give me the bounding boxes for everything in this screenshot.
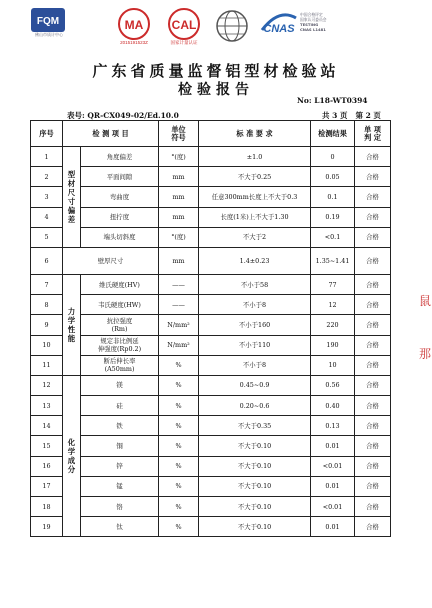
table-row bbox=[31, 295, 391, 315]
row-judgement: 合格 bbox=[355, 274, 391, 294]
row-unit: —— bbox=[159, 274, 199, 294]
row-item: 锰 bbox=[81, 476, 159, 496]
table-row bbox=[31, 167, 391, 187]
row-unit: mm bbox=[159, 207, 199, 227]
row-judgement: 合格 bbox=[355, 227, 391, 247]
row-judgement: 合格 bbox=[355, 335, 391, 355]
svg-text:FQM: FQM bbox=[36, 16, 60, 27]
row-unit: % bbox=[159, 436, 199, 456]
row-requirement: 不大于2 bbox=[199, 227, 311, 247]
row-item: 铁 bbox=[81, 416, 159, 436]
row-result: 0.56 bbox=[311, 375, 355, 395]
row-requirement: 不小于160 bbox=[199, 315, 311, 335]
row-requirement: 不大于0.25 bbox=[199, 167, 311, 187]
row-unit: °(度) bbox=[159, 227, 199, 247]
table-row bbox=[31, 497, 391, 517]
row-result: 0.1 bbox=[311, 187, 355, 207]
table-row bbox=[31, 147, 391, 167]
row-item: 硅 bbox=[81, 396, 159, 416]
svg-text:2015191523Z: 2015191523Z bbox=[120, 40, 148, 45]
row-seq: 2 bbox=[31, 167, 63, 187]
row-judgement: 合格 bbox=[355, 167, 391, 187]
inspection-table bbox=[30, 120, 391, 537]
row-result: 0.01 bbox=[311, 517, 355, 537]
row-item: 韦氏硬度(HW) bbox=[81, 295, 159, 315]
row-unit: °(度) bbox=[159, 147, 199, 167]
row-seq: 3 bbox=[31, 187, 63, 207]
row-seq: 10 bbox=[31, 335, 63, 355]
svg-text:CAL: CAL bbox=[171, 18, 197, 32]
row-requirement: 0.45~0.9 bbox=[199, 375, 311, 395]
header-req: 标 准 要 求 bbox=[199, 121, 311, 147]
row-seq: 18 bbox=[31, 497, 63, 517]
row-result: <0.1 bbox=[311, 227, 355, 247]
table-row bbox=[31, 187, 391, 207]
row-item: 角度偏差 bbox=[81, 147, 159, 167]
row-requirement: 任意300mm长度上不大于0.3 bbox=[199, 187, 311, 207]
cma-seal-icon bbox=[114, 6, 154, 46]
row-requirement: 0.20~0.6 bbox=[199, 396, 311, 416]
row-result: <0.01 bbox=[311, 456, 355, 476]
row-result: 1.35~1.41 bbox=[311, 247, 355, 274]
row-item: 锌 bbox=[81, 456, 159, 476]
row-result: 0.01 bbox=[311, 476, 355, 496]
table-row bbox=[31, 476, 391, 496]
svg-text:MA: MA bbox=[124, 18, 144, 32]
row-seq: 15 bbox=[31, 436, 63, 456]
row-result: 0.01 bbox=[311, 436, 355, 456]
row-requirement: 不大于0.10 bbox=[199, 517, 311, 537]
row-unit: % bbox=[159, 396, 199, 416]
row-seq: 1 bbox=[31, 147, 63, 167]
group-label-chemical: 化 学 成 分 bbox=[63, 375, 81, 537]
row-seq: 8 bbox=[31, 295, 63, 315]
row-result: 0.05 bbox=[311, 167, 355, 187]
row-seq: 5 bbox=[31, 227, 63, 247]
report-title: 广东省质量监督铝型材检验站 bbox=[92, 62, 340, 80]
header-judge: 单 项 判 定 bbox=[355, 121, 391, 147]
row-unit: mm bbox=[159, 167, 199, 187]
row-requirement: 1.4±0.23 bbox=[199, 247, 311, 274]
row-judgement: 合格 bbox=[355, 476, 391, 496]
row-unit: N/mm² bbox=[159, 335, 199, 355]
row-requirement: 不大于0.10 bbox=[199, 497, 311, 517]
row-result: 0.40 bbox=[311, 396, 355, 416]
row-unit: % bbox=[159, 375, 199, 395]
row-item: 断后伸长率 (A50mm) bbox=[81, 355, 159, 375]
row-judgement: 合格 bbox=[355, 247, 391, 274]
svg-text:CNAS: CNAS bbox=[263, 23, 295, 35]
row-requirement: 不大于0.35 bbox=[199, 416, 311, 436]
row-judgement: 合格 bbox=[355, 315, 391, 335]
table-row bbox=[31, 396, 391, 416]
row-seq: 9 bbox=[31, 315, 63, 335]
fqm-logo bbox=[30, 7, 66, 35]
row-seq: 16 bbox=[31, 456, 63, 476]
row-result: 0.13 bbox=[311, 416, 355, 436]
row-judgement: 合格 bbox=[355, 396, 391, 416]
table-row bbox=[31, 436, 391, 456]
row-unit: % bbox=[159, 416, 199, 436]
row-requirement: 不小于110 bbox=[199, 335, 311, 355]
row-judgement: 合格 bbox=[355, 497, 391, 517]
row-judgement: 合格 bbox=[355, 187, 391, 207]
row-result: 0.19 bbox=[311, 207, 355, 227]
row-judgement: 合格 bbox=[355, 207, 391, 227]
group-label-dimension: 型 材 尺 寸 偏 差 bbox=[63, 147, 81, 248]
row-requirement: 不大于0.10 bbox=[199, 476, 311, 496]
row-unit: % bbox=[159, 476, 199, 496]
svg-text:国家计量认证: 国家计量认证 bbox=[170, 40, 198, 45]
form-number: 表号: QR-CX049-02/Ed.10.0 bbox=[67, 111, 179, 120]
row-item: 扭拧度 bbox=[81, 207, 159, 227]
row-item: 抗拉强度 (Rm) bbox=[81, 315, 159, 335]
table-row bbox=[31, 247, 391, 274]
row-result: 0 bbox=[311, 147, 355, 167]
globe-seal-icon bbox=[212, 6, 252, 46]
page-current: 第 2 页 bbox=[355, 111, 381, 120]
group-label-mechanical: 力 学 性 能 bbox=[63, 274, 81, 375]
edge-mark: 那 bbox=[419, 347, 432, 361]
row-unit: —— bbox=[159, 295, 199, 315]
table-row bbox=[31, 517, 391, 537]
table-row bbox=[31, 416, 391, 436]
row-seq: 19 bbox=[31, 517, 63, 537]
cal-seal-icon bbox=[164, 6, 204, 46]
logo-bar bbox=[0, 0, 432, 50]
cnas-logo bbox=[258, 8, 300, 38]
row-seq: 4 bbox=[31, 207, 63, 227]
row-result: 10 bbox=[311, 355, 355, 375]
row-seq: 14 bbox=[31, 416, 63, 436]
fqm-caption: 佛山市质计中心 bbox=[35, 32, 63, 37]
edge-mark: 鼠 bbox=[419, 294, 432, 308]
row-unit: mm bbox=[159, 247, 199, 274]
row-requirement: 不小于8 bbox=[199, 295, 311, 315]
row-item: 弯曲度 bbox=[81, 187, 159, 207]
table-row bbox=[31, 456, 391, 476]
row-requirement: 长度(1米)上不大于1.30 bbox=[199, 207, 311, 227]
row-seq: 13 bbox=[31, 396, 63, 416]
cnas-text: 中国合格评定 国家认可委员会 TESTING CNAS L1481 bbox=[300, 12, 327, 32]
row-unit: % bbox=[159, 355, 199, 375]
row-item: 规定非比例延 伸强度(Rp0.2) bbox=[81, 335, 159, 355]
report-number: No: L18-WT0394 bbox=[297, 96, 368, 105]
row-result: 77 bbox=[311, 274, 355, 294]
row-unit: % bbox=[159, 497, 199, 517]
header-result: 检测结果 bbox=[311, 121, 355, 147]
table-row bbox=[31, 335, 391, 355]
row-item: 镁 bbox=[81, 375, 159, 395]
row-item: 铜 bbox=[81, 436, 159, 456]
row-judgement: 合格 bbox=[355, 355, 391, 375]
row-result: 190 bbox=[311, 335, 355, 355]
row-judgement: 合格 bbox=[355, 517, 391, 537]
row-result: 220 bbox=[311, 315, 355, 335]
report-subtitle: 检验报告 bbox=[178, 82, 254, 98]
row-item: 钛 bbox=[81, 517, 159, 537]
row-judgement: 合格 bbox=[355, 147, 391, 167]
table-row bbox=[31, 227, 391, 247]
row-judgement: 合格 bbox=[355, 436, 391, 456]
table-row bbox=[31, 274, 391, 294]
row-judgement: 合格 bbox=[355, 456, 391, 476]
row-seq: 17 bbox=[31, 476, 63, 496]
row-requirement: 不小于8 bbox=[199, 355, 311, 375]
row-unit: mm bbox=[159, 187, 199, 207]
row-seq: 7 bbox=[31, 274, 63, 294]
header-unit: 单位 符号 bbox=[159, 121, 199, 147]
table-row bbox=[31, 207, 391, 227]
row-requirement: ±1.0 bbox=[199, 147, 311, 167]
row-item: 壁厚尺寸 bbox=[63, 247, 159, 274]
header-seq: 序号 bbox=[31, 121, 63, 147]
row-item: 维氏硬度(HV) bbox=[81, 274, 159, 294]
table-row bbox=[31, 375, 391, 395]
row-item: 平面间隙 bbox=[81, 167, 159, 187]
row-item: 铬 bbox=[81, 497, 159, 517]
pages-total: 共 3 页 bbox=[322, 111, 348, 120]
row-unit: N/mm² bbox=[159, 315, 199, 335]
row-requirement: 不小于58 bbox=[199, 274, 311, 294]
table-row bbox=[31, 355, 391, 375]
row-unit: % bbox=[159, 517, 199, 537]
header-item: 检 测 项 目 bbox=[63, 121, 159, 147]
row-unit: % bbox=[159, 456, 199, 476]
row-judgement: 合格 bbox=[355, 416, 391, 436]
table-header-row bbox=[31, 121, 391, 147]
row-item: 端头切斜度 bbox=[81, 227, 159, 247]
row-seq: 6 bbox=[31, 247, 63, 274]
row-seq: 12 bbox=[31, 375, 63, 395]
row-judgement: 合格 bbox=[355, 295, 391, 315]
row-result: 12 bbox=[311, 295, 355, 315]
row-requirement: 不大于0.10 bbox=[199, 456, 311, 476]
row-seq: 11 bbox=[31, 355, 63, 375]
row-judgement: 合格 bbox=[355, 375, 391, 395]
row-requirement: 不大于0.10 bbox=[199, 436, 311, 456]
table-row bbox=[31, 315, 391, 335]
row-result: <0.01 bbox=[311, 497, 355, 517]
